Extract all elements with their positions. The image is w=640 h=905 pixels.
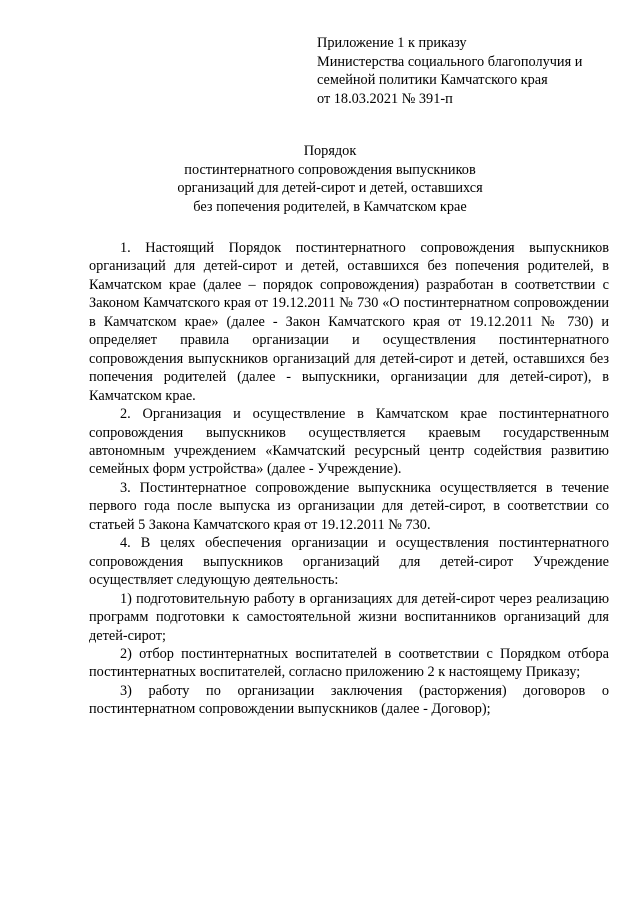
paragraph-item-4: 4. В целях обеспечения организации и осуществления постинтернатного сопровождения выпускников организаций для детей-сирот Учреждение осуществляет следующую деятельность: — [89, 535, 609, 589]
subparagraph-item-2: 2) отбор постинтернатных воспитателей в соответствии с Порядком отбора постинтернатных воспитателей, согласно приложению 2 к настоящему Приказу; — [89, 645, 609, 681]
document-title — [60, 142, 600, 216]
document-title-line: без попечения родителей, в Камчатском крае — [193, 198, 467, 215]
document-body — [89, 239, 609, 719]
subparagraph-item-1: 1) подготовительную работу в организациях для детей-сирот через реализацию программ подготовки к самостоятельной жизни воспитанников организаций для детей-сирот; — [89, 590, 609, 644]
subparagraph-item-3: 3) работу по организации заключения (расторжения) договоров о постинтернатном сопровождении выпускников (далее - Договор); — [89, 682, 609, 718]
document-title-line: организаций для детей-сирот и детей, оставшихся — [177, 180, 483, 197]
approval-header — [317, 34, 617, 108]
paragraph-item-3: 3. Постинтернатное сопровождение выпускника осуществляется в течение первого года после выпуска из организации для детей-сирот, в соответствии со статьей 5 Закона Камчатского края от 19.12.2011 № 730. — [89, 479, 609, 533]
paragraph-item-2: 2. Организация и осуществление в Камчатском крае постинтернатного сопровождения выпускников осуществляется краевым государственным автономным учреждением «Камчатский ресурсный центр содействия развитию семейных форм устройства» (далее - Учреждение). — [89, 406, 609, 478]
approval-header-line: от 18.03.2021 № 391-п — [317, 90, 453, 107]
approval-header-line: Приложение 1 к приказу — [317, 35, 467, 51]
approval-header-line: семейной политики Камчатского края — [317, 72, 548, 89]
document-title-line: постинтернатного сопровождения выпускников — [184, 161, 476, 178]
paragraph-item-1: 1. Настоящий Порядок постинтернатного сопровождения выпускников организаций для детей-сирот и детей, оставшихся без попечения родителей, в Камчатском крае (далее – порядок сопровождения) разработан в соответствии с Законом Камчатского края от 19.12.2011 № 730 «О постинтернатном сопровождении в Камчатском крае» (далее - Закон Камчатского края от 19.12.2011 № 730) и определяет правила организации и осуществления постинтернатного сопровождения выпускников организаций для детей-сирот и детей, оставшихся без попечения родителей (далее - выпускники, организации для детей-сирот), в Камчатском крае. — [89, 240, 609, 404]
document-title-line: Порядок — [303, 143, 357, 159]
approval-header-line: Министерства социального благополучия и — [317, 53, 583, 70]
